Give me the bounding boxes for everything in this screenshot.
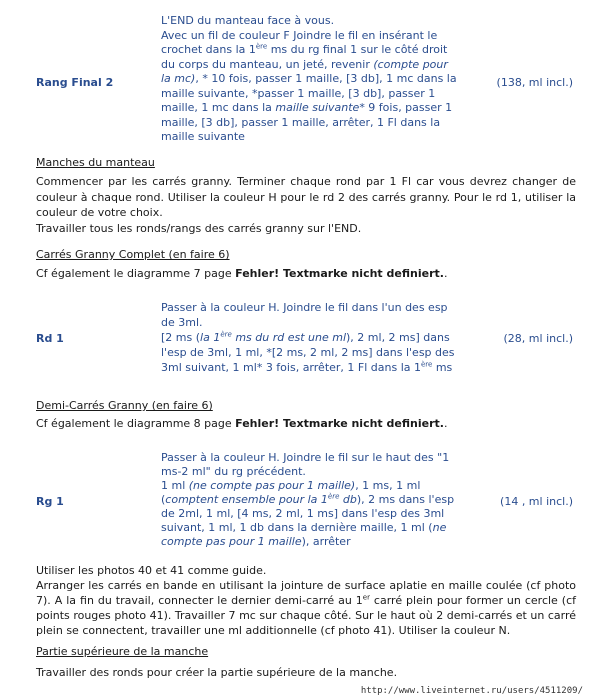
row-instructions: L'END du manteau face à vous. Avec un fil de couleur F Joindre le fil en insérant le crochet dans la 1ère ms du rg final 1 sur le côté droit du corps du manteau, un jeté, revenir (compte pour la mc), * 10 fois, passer 1 maille, [3 db], 1 mc dans la maille suivante, *passer 1 maille, [3 db], passer 1 maille, 1 mc dans la maille suivante* 9 fois, passer 1 maille, [3 db], passer 1 maille, arrêter, 1 Fl dans la maille suivante [161,14,457,143]
section-heading-partie-superieure: Partie supérieure de la manche [36,645,209,658]
rg-1-row [0,451,589,556]
stitch-count: (14 , ml incl.) [500,495,573,508]
section-heading-demi-carres: Demi-Carrés Granny (en faire 6) [36,399,213,412]
row-label: Rd 1 [36,332,64,345]
reference-diagram-7: Cf également le diagramme 7 page Fehler! Textmarke nicht definiert.. [36,267,448,280]
stitch-count: (28, ml incl.) [503,332,573,345]
reference-diagram-8: Cf également le diagramme 8 page Fehler! Textmarke nicht definiert.. [36,417,448,430]
row-instructions: Passer à la couleur H. Joindre le fil dans l'un des esp de 3ml. [2 ms (la 1ère ms du rd est une ml), 2 ml, 2 ms] dans l'esp de 3ml, 1 ml, *[2 ms, 2 ml, 2 ms] dans l'esp des 3ml suivant, 1 ml* 3 fois, arrêter, 1 Fl dans la 1ère ms [161,301,455,374]
row-label: Rg 1 [36,495,64,508]
section-heading-carres-complet: Carrés Granny Complet (en faire 6) [36,248,230,261]
paragraph-partie-superieure: Travailler des ronds pour créer la partie supérieure de la manche. [36,666,398,679]
watermark-url: http://www.liveinternet.ru/users/4511209/ [360,686,583,696]
rang-final-2-row [0,14,589,149]
section-heading-manches: Manches du manteau [36,156,155,169]
paragraph-assembly: Utiliser les photos 40 et 41 comme guide. Arranger les carrés en bande en utilisant la jointure de surface aplatie en maille coulée (cf photo 7). A la fin du travail, connecter le dernier demi-carré au 1er carré plein pour former un cercle (cf points rouges photo 41). Travailler 7 mc sur chaque côté. Sur le haut où 2 demi-carrés et un carré plein se connectent, travailler une ml additionnelle (cf photo 41). Utiliser la couleur N. [36,564,576,637]
row-label: Rang Final 2 [36,76,114,89]
paragraph-manches: Commencer par les carrés granny. Terminer chaque rond par 1 Fl car vous devrez changer de couleur à chaque rond. Utiliser la couleur H pour le rd 2 des carrés granny. Pour le rd 1, utiliser la couleur de votre choix. Travailler tous les ronds/rangs des carrés granny sur l'END. [36,175,576,235]
rd-1-row [0,300,589,380]
stitch-count: (138, ml incl.) [496,76,573,89]
row-instructions: Passer à la couleur H. Joindre le fil sur le haut des "1 ms-2 ml" du rg précédent. 1 ml (ne compte pas pour 1 maille), 1 ms, 1 ml (comptent ensemble pour la 1ère db), 2 ms dans l'esp de 2ml, 1 ml, [4 ms, 2 ml, 1 ms] dans l'esp des 3ml suivant, 1 ml, 1 db dans la dernière maille, 1 ml (ne compte pas pour 1 maille), arrêter [161,451,455,548]
